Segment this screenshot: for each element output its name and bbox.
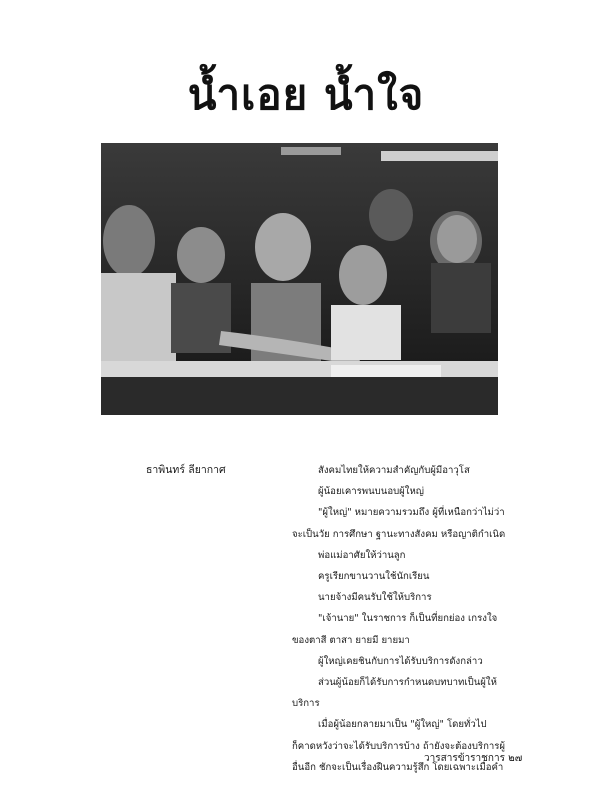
article-photo — [101, 143, 498, 415]
body-line: ส่วนผู้น้อยก็ได้รับการกำหนดบทบาทเป็นผู้ให้ — [318, 677, 497, 689]
body-line: ของตาสี ตาสา ยายมี ยายมา — [292, 634, 410, 646]
body-line: "เจ้านาย" ในราชการ ก็เป็นที่ยกย่อง เกรงใจ — [318, 613, 498, 625]
body-line: ผู้น้อยเคารพนบนอบผู้ใหญ่ — [318, 486, 424, 498]
body-line: พ่อแม่อาศัยให้ว่านลูก — [318, 549, 406, 561]
body-line: ก็คาดหวังว่าจะได้รับบริการบ้าง ถ้ายังจะต้องบริการผู้ — [292, 740, 506, 752]
body-line: สังคมไทยให้ความสำคัญกับผู้มีอาวุโส — [318, 465, 470, 476]
body-line: นายจ้างมีคนรับใช้ให้บริการ — [318, 592, 432, 604]
author-name: ธาพินทร์ ลียากาศ — [146, 464, 226, 476]
crowd-photo-illustration — [101, 143, 498, 415]
body-line: ผู้ใหญ่เคยชินกับการได้รับบริการดังกล่าว — [318, 655, 483, 667]
body-line: จะเป็นวัย การศึกษา ฐานะทางสังคม หรือญาติกำเนิด — [292, 528, 506, 540]
body-line: "ผู้ใหญ่" หมายความรวมถึง ผู้ที่เหนือกว่าไม่ว่า — [318, 507, 505, 519]
body-line: เมื่อผู้น้อยกลายมาเป็น "ผู้ใหญ่" โดยทั่วไป — [318, 719, 487, 731]
page-footer: วารสารข้าราชการ ๒๗ — [424, 753, 523, 764]
article-title: น้ำเอย น้ำใจ — [187, 70, 425, 119]
body-line: อื่นอีก ชักจะเป็นเรื่องฝืนความรู้สึก โดยเฉพาะเมื่อคำ — [292, 761, 504, 773]
body-line: บริการ — [292, 698, 320, 710]
body-line: ครูเรียกขานวานใช้นักเรียน — [318, 571, 430, 583]
article-body — [292, 460, 518, 778]
